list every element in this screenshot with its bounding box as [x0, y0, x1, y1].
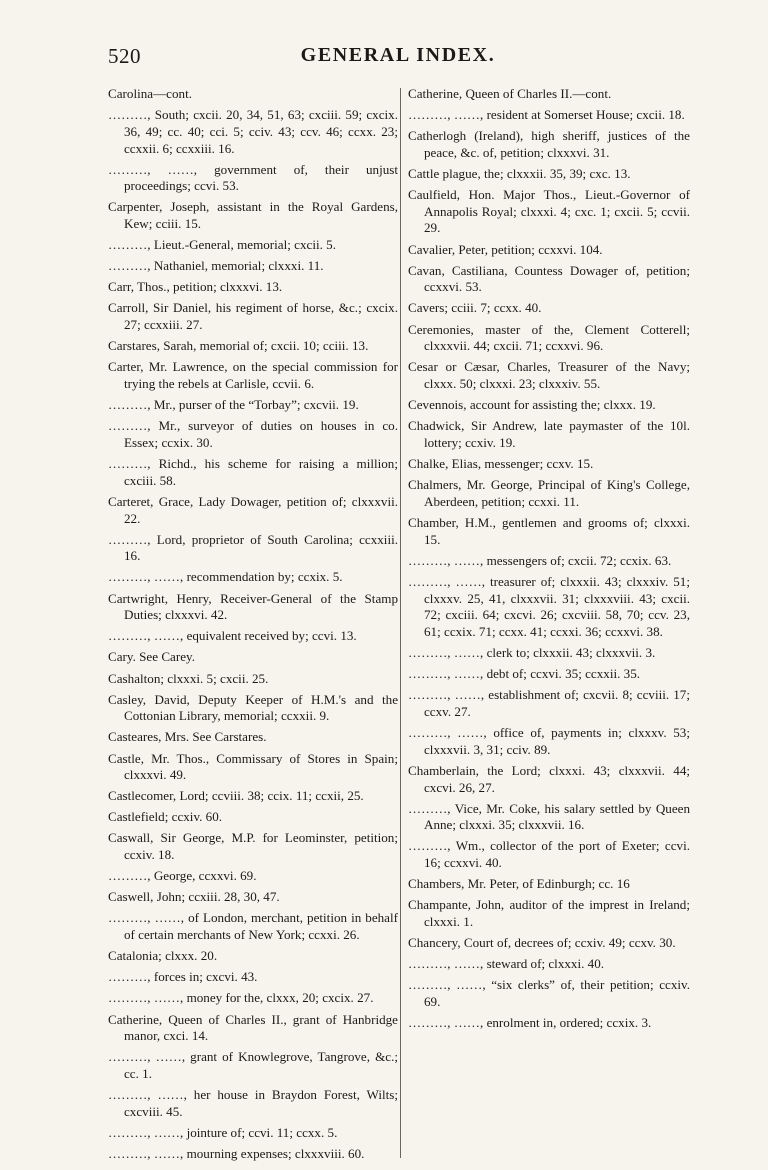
index-entry: Carstares, Sarah, memorial of; cxcii. 10; cciii. 13.	[108, 338, 369, 354]
index-entry: ………, ……, recommendation by; ccxix. 5.	[108, 569, 343, 585]
index-entry: Cavalier, Peter, petition; ccxxvi. 104.	[408, 241, 603, 257]
index-entry: Cesar or Cæsar, Charles, Treasurer of the Navy; clxxx. 50; clxxxi. 23; clxxxiv. 55.	[408, 359, 690, 392]
index-entry: Caswell, John; ccxiii. 28, 30, 47.	[108, 889, 280, 905]
index-entry: ………, ……, clerk to; clxxxii. 43; clxxxvii. 3.	[408, 645, 656, 661]
index-entry: Caswall, Sir George, M.P. for Leominster, petition; ccxiv. 18.	[108, 830, 398, 863]
index-entry: ………, South; cxcii. 20, 34, 51, 63; cxciii. 59; cxcix. 36, 49; cc. 40; cci. 5; cciv. 43; ccv. 46; ccxx. 23; ccxxii. 6; ccxxiii. 16.	[108, 107, 398, 156]
index-entry: Chamberlain, the Lord; clxxxi. 43; clxxxvii. 44; cxcvi. 26, 27.	[408, 762, 690, 795]
index-entry: Carr, Thos., petition; clxxxvi. 13.	[108, 279, 283, 295]
index-entry: Chamber, H.M., gentlemen and grooms of; clxxxi. 15.	[408, 514, 690, 547]
index-entry: Cavan, Castiliana, Countess Dowager of, petition; ccxxvi. 53.	[408, 262, 690, 295]
page-header	[108, 36, 688, 72]
index-entry: Carpenter, Joseph, assistant in the Royal Gardens, Kew; cciii. 15.	[108, 199, 398, 232]
index-entry: ………, ……, grant of Knowlegrove, Tangrove, &c.; cc. 1.	[108, 1049, 398, 1082]
index-entry: Champante, John, auditor of the imprest in Ireland; clxxxi. 1.	[408, 897, 690, 929]
index-entry: Catalonia; clxxx. 20.	[108, 948, 218, 964]
index-entry: Chancery, Court of, decrees of; ccxiv. 49; ccxv. 30.	[408, 935, 676, 951]
index-entry: Carroll, Sir Daniel, his regiment of horse, &c.; cxcix. 27; ccxxiii. 27.	[108, 300, 398, 333]
index-entry: ………, ……, money for the, clxxx, 20; cxcix. 27.	[108, 990, 374, 1006]
index-entry: Chambers, Mr. Peter, of Edinburgh; cc. 16	[408, 876, 630, 892]
index-entry: Chalmers, Mr. George, Principal of King's College, Aberdeen, petition; ccxxi. 11.	[408, 477, 690, 509]
index-entry: Chalke, Elias, messenger; ccxv. 15.	[408, 456, 594, 472]
index-entry: ………, Mr., surveyor of duties on houses in co. Essex; ccxix. 30.	[108, 418, 398, 450]
index-entry: ………, ……, enrolment in, ordered; ccxix. 3.	[408, 1015, 652, 1031]
index-entry: ………, ……, equivalent received by; ccvi. 13.	[108, 628, 357, 644]
index-entry: ………, Vice, Mr. Coke, his salary settled by Queen Anne; clxxxi. 35; clxxxvii. 16.	[408, 800, 690, 833]
page-number: 520	[108, 44, 141, 68]
index-entry: Casley, David, Deputy Keeper of H.M.'s and the Cottonian Library, memorial; ccxxii. 9.	[108, 691, 398, 724]
index-column-right	[408, 86, 690, 1036]
index-entry: ………, Wm., collector of the port of Exeter; ccvi. 16; ccxxvi. 40.	[408, 838, 690, 871]
index-entry: ………, Nathaniel, memorial; clxxxi. 11.	[108, 258, 324, 274]
index-entry: Castlecomer, Lord; ccviii. 38; ccix. 11; ccxii, 25.	[108, 788, 364, 804]
index-entry: Ceremonies, master of the, Clement Cotterell; clxxxvii. 44; cxcii. 71; ccxxvi. 96.	[408, 321, 690, 354]
index-entry: ………, ……, jointure of; ccvi. 11; ccxx. 5.	[108, 1124, 338, 1140]
index-entry: ………, ……, messengers of; cxcii. 72; ccxix. 63.	[408, 552, 672, 568]
index-entry: Carolina—cont.	[108, 86, 192, 101]
index-entry: Castle, Mr. Thos., Commissary of Stores in Spain; clxxxvi. 49.	[108, 750, 398, 783]
index-entry: ………, ……, establishment of; cxcvii. 8; ccviii. 17; ccxv. 27.	[408, 687, 690, 719]
index-entry: ………, Lieut.-General, memorial; cxcii. 5.	[108, 237, 336, 253]
index-entry: ………, Richd., his scheme for raising a million; cxciii. 58.	[108, 456, 398, 488]
index-entry: Carter, Mr. Lawrence, on the special commission for trying the rebels at Carlisle, ccvii. 6.	[108, 359, 398, 392]
index-entry: ………, George, ccxxvi. 69.	[108, 868, 257, 884]
index-entry: Chadwick, Sir Andrew, late paymaster of the 10l. lottery; ccxiv. 19.	[408, 418, 690, 450]
index-entry: Catherlogh (Ireland), high sheriff, justices of the peace, &c. of, petition; clxxxvi. 31.	[408, 128, 690, 160]
index-entry: Cartwright, Henry, Receiver-General of the Stamp Duties; clxxxvi. 42.	[108, 590, 398, 623]
index-entry: Cary. See Carey.	[108, 649, 196, 665]
index-entry: ………, forces in; cxcvi. 43.	[108, 969, 258, 985]
index-entry: Cattle plague, the; clxxxii. 35, 39; cxc. 13.	[408, 165, 631, 181]
index-entry: Castlefield; ccxiv. 60.	[108, 809, 223, 825]
index-entry: ………, ……, resident at Somerset House; cxcii. 18.	[408, 107, 685, 123]
index-entry: ………, Lord, proprietor of South Carolina; ccxxiii. 16.	[108, 531, 398, 564]
page-title: GENERAL INDEX.	[300, 44, 496, 66]
index-entry: Caulfield, Hon. Major Thos., Lieut.-Governor of Annapolis Royal; clxxxi. 4; cxc. 1; cxcii. 5; ccvii. 29.	[408, 187, 690, 236]
index-entry: ………, ……, office of, payments in; clxxxv. 53; clxxxvii. 3, 31; cciv. 89.	[408, 725, 690, 757]
index-column-left	[108, 86, 398, 1167]
index-entry: ………, Mr., purser of the “Torbay”; cxcvii. 19.	[108, 397, 359, 413]
index-entry: Cashalton; clxxxi. 5; cxcii. 25.	[108, 670, 269, 686]
index-entry: Carteret, Grace, Lady Dowager, petition of; clxxxvii. 22.	[108, 493, 398, 526]
index-entry: ………, ……, treasurer of; clxxxii. 43; clxxxiv. 51; clxxxv. 25, 41, clxxxvii. 31; clxxxviii. 43; cxcii. 72; cxciii. 64; cxcvi. 26; cxcviii. 58, 70; ccv. 23, 61; ccxix. 71; ccxx. 41; ccxxi. 36; ccxxvi. 38.	[408, 573, 690, 639]
index-entry: Cavers; cciii. 7; ccxx. 40.	[408, 300, 542, 316]
index-entry: Catherine, Queen of Charles II.—cont.	[408, 86, 612, 101]
index-entry: Catherine, Queen of Charles II., grant of Hanbridge manor, cxci. 14.	[108, 1011, 398, 1044]
index-entry: ………, ……, steward of; clxxxi. 40.	[408, 956, 605, 972]
index-entry: Cevennois, account for assisting the; clxxx. 19.	[408, 397, 656, 413]
column-divider	[400, 88, 401, 1158]
index-entry: ………, ……, “six clerks” of, their petition; ccxiv. 69.	[408, 977, 690, 1009]
index-entry: ………, ……, mourning expenses; clxxxviii. 60.	[108, 1146, 365, 1162]
index-entry: ………, ……, government of, their unjust proceedings; ccvi. 53.	[108, 161, 398, 194]
index-entry: ………, ……, of London, merchant, petition in behalf of certain merchants of New York; ccxxi. 26.	[108, 910, 398, 943]
index-entry: ………, ……, her house in Braydon Forest, Wilts; cxcviii. 45.	[108, 1087, 398, 1119]
index-entry: Casteares, Mrs. See Carstares.	[108, 729, 267, 745]
index-entry: ………, ……, debt of; ccxvi. 35; ccxxii. 35.	[408, 666, 641, 682]
